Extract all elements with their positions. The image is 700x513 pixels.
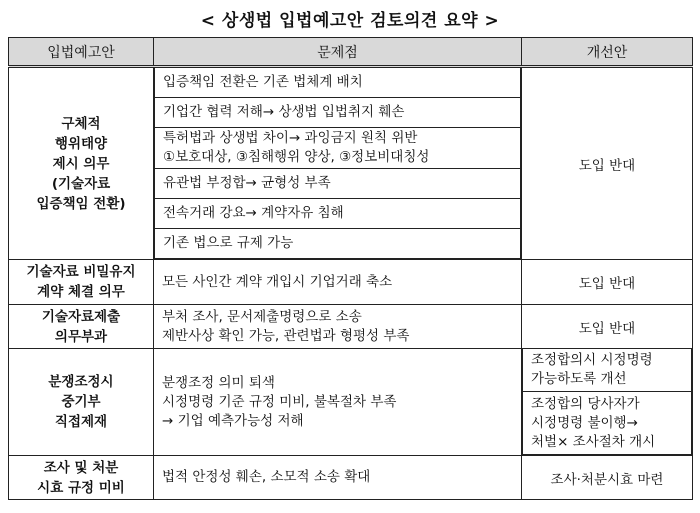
- table-row: [9, 67, 693, 260]
- issue-text: 기업간 협력 저해→ 상생법 입법취지 훼손: [163, 104, 405, 120]
- improvement-item: [523, 349, 692, 392]
- issues-cell: [154, 305, 522, 349]
- issue-text: 제반사상 확인 가능, 관련법과 형평성 부족: [162, 327, 410, 344]
- header-improvements: 개선안: [522, 38, 693, 67]
- category-cell: [9, 305, 154, 349]
- issue-item: [155, 68, 521, 98]
- category-cell: [9, 349, 154, 456]
- issues-cell: [154, 349, 522, 456]
- category-line: 기술자료제출: [41, 308, 121, 325]
- table-row: [9, 349, 693, 456]
- improvement-text: 처벌× 조사절차 개시: [531, 433, 656, 450]
- issue-item: [155, 229, 521, 259]
- category-cell: [9, 67, 154, 260]
- issue-text: 시정명령 기준 규정 미비, 불복절차 부족: [162, 393, 397, 410]
- table-row: [9, 456, 693, 500]
- issues-cell: [154, 260, 522, 305]
- header-bill: 입법예고안: [9, 38, 154, 67]
- page-title: < 상생법 입법예고안 검토의견 요약 >: [200, 11, 500, 31]
- issue-text: 입증책임 전환은 기존 법체계 배치: [163, 74, 363, 90]
- issue-item: [155, 128, 521, 169]
- improvement-cell: 도입 반대: [522, 305, 693, 349]
- issues-cell: [154, 67, 522, 260]
- header-row: [9, 38, 693, 67]
- issue-text: 분쟁조정 의미 퇴색: [162, 374, 275, 391]
- issue-item: [155, 199, 521, 229]
- issues-cell: [154, 456, 522, 500]
- category-cell: [9, 456, 154, 500]
- table-row: [9, 305, 693, 349]
- category-line: 기술자료 비밀유지: [26, 264, 136, 280]
- category-cell: [9, 260, 154, 305]
- issue-text: ①보호대상, ③침해행위 양상, ③정보비대칭성: [163, 149, 430, 165]
- header-problems: 문제점: [154, 38, 522, 67]
- improvement-text: 조정합의시 시정명령: [531, 352, 653, 368]
- improvement-item: [523, 392, 692, 455]
- issue-text: 기존 법으로 규제 가능: [163, 235, 294, 251]
- issue-text: 특허법과 상생법 차이→ 과잉금지 원칙 위반: [163, 130, 418, 146]
- improvements-cell: [522, 349, 693, 456]
- category-line: 구체적: [61, 115, 101, 132]
- category-line: 조사 및 처분: [43, 459, 119, 476]
- improvement-text: 시정명령 불이행→: [531, 414, 638, 431]
- issue-text: 부처 조사, 문서제출명령으로 소송: [162, 308, 362, 325]
- category-line: 분쟁조정시: [48, 374, 114, 390]
- issue-text: 유관법 부정합→ 균형성 부족: [163, 175, 331, 191]
- category-line: 제시 의무: [52, 155, 110, 172]
- category-line: (기술자료: [51, 175, 111, 192]
- issues-list: [154, 68, 521, 259]
- category-line: 행위태양: [54, 135, 108, 152]
- issue-text: 법적 안정성 훼손, 소모적 소송 확대: [162, 469, 371, 485]
- issue-text: 모든 사인간 계약 개입시 기업거래 축소: [162, 273, 393, 290]
- improvement-text: 가능하도록 개선: [531, 371, 627, 387]
- improvement-cell: 도입 반대: [522, 260, 693, 305]
- category-line: 의무부과: [54, 328, 108, 345]
- category-line: 직접제재: [54, 414, 108, 430]
- improvement-cell: 조사·처분시효 마련: [522, 456, 693, 500]
- issue-item: [155, 98, 521, 128]
- improvements-list: [522, 349, 692, 455]
- summary-table: [8, 37, 693, 500]
- table-row: [9, 260, 693, 305]
- improvement-text: 조정합의 당사자가: [531, 395, 640, 412]
- issue-text: → 기업 예측가능성 저해: [162, 412, 304, 429]
- issue-item: [155, 169, 521, 199]
- category-line: 입증책임 전환): [36, 195, 126, 212]
- issue-text: 전속거래 강요→ 계약자유 침해: [163, 205, 344, 221]
- category-line: 중기부: [61, 394, 101, 410]
- improvement-cell: 도입 반대: [522, 67, 693, 260]
- category-line: 계약 체결 의무: [37, 284, 125, 300]
- category-line: 시효 규정 미비: [37, 479, 125, 496]
